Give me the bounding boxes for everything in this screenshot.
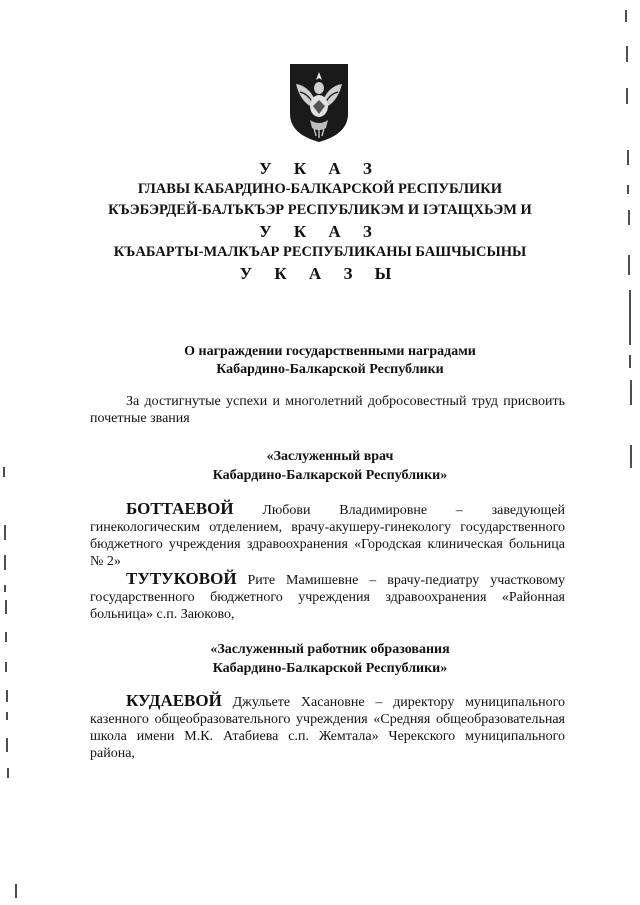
recipient-surname: БОТТАЕВОЙ	[126, 499, 234, 518]
decree-label-kbd: У К А З	[259, 222, 381, 241]
recipient-surname: ТУТУКОВОЙ	[126, 569, 237, 588]
issuer-kbd: КЪЭБЭРДЕЙ-БАЛЪКЪЭР РЕСПУБЛИКЭМ И IЭТАЩХЬЭМ И	[108, 202, 532, 218]
award-title-line-2: Кабардино-Балкарской Республики»	[212, 661, 448, 676]
recipient-entry	[90, 692, 565, 762]
coat-of-arms-icon	[288, 62, 350, 144]
recipient-list-doctor	[90, 500, 565, 623]
award-title-line-2: Кабардино-Балкарской Республики»	[212, 468, 448, 483]
recipient-entry	[90, 500, 565, 570]
award-title-doctor	[90, 447, 570, 485]
recipient-details: Джульете Хасановне – директору муниципального казенного общеобразовательного учреждения «Средняя общеобразовательная школа имени М.К. Атабиева с.п. Жемтала» Черекского муниципального района,	[90, 695, 565, 761]
decree-label-krc: У К А З Ы	[239, 264, 401, 283]
decree-heading-ru	[0, 158, 640, 284]
decree-label: У К А З	[259, 159, 381, 178]
document-title	[90, 343, 570, 379]
intro-paragraph	[90, 393, 565, 427]
recipient-entry	[90, 570, 565, 623]
title-line-1: О награждении государственными наградами	[184, 344, 476, 359]
title-line-2: Кабардино-Балкарской Республики	[216, 362, 444, 377]
award-title-education	[90, 640, 570, 678]
recipient-list-education	[90, 692, 565, 762]
issuer-ru: ГЛАВЫ КАБАРДИНО-БАЛКАРСКОЙ РЕСПУБЛИКИ	[137, 181, 503, 197]
award-title-line-1: «Заслуженный врач	[266, 449, 394, 464]
recipient-details: Любови Владимировне – заведующей гинекологическим отделением, врачу-акушеру-гинекологу государственного бюджетного учреждения здравоохранения «Городская клиническая больница № 2»	[90, 503, 565, 569]
recipient-surname: КУДАЕВОЙ	[126, 691, 222, 710]
issuer-krc: КЪАБАРТЫ-МАЛКЪАР РЕСПУБЛИКАНЫ БАШЧЫСЫНЫ	[113, 244, 527, 260]
recipient-details: Рите Мамишевне – врачу-педиатру участковому государственного бюджетного учреждения здравоохранения «Районная больница» с.п. Заюково,	[90, 573, 565, 622]
award-title-line-1: «Заслуженный работник образования	[210, 642, 450, 657]
intro-text: За достигнутые успехи и многолетний добросовестный труд присвоить почетные звания	[90, 394, 565, 426]
